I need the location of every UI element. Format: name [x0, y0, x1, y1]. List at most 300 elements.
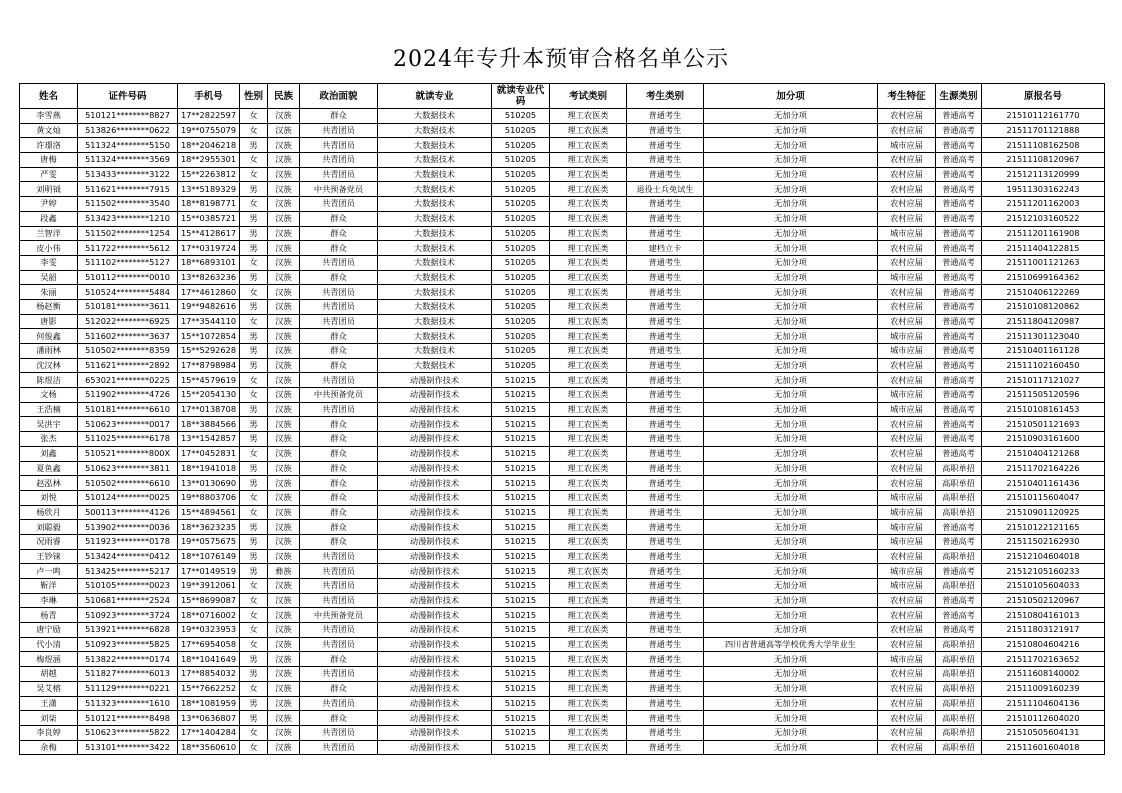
name-cell: 陈煜洁: [20, 373, 78, 388]
bonus-cell: 无加分项: [704, 211, 878, 226]
table-row: [20, 255, 1105, 270]
table-body: [20, 109, 1105, 755]
phone-cell: 17**4612860: [178, 285, 240, 300]
major-cell: 大数据技术: [378, 153, 492, 168]
exam-category-cell: 理工农医类: [550, 476, 627, 491]
name-cell: 梅煜涵: [20, 652, 78, 667]
candidate-type-cell: 普通考生: [627, 109, 704, 124]
phone-cell: 15**4579619: [178, 373, 240, 388]
major-cell: 大数据技术: [378, 167, 492, 182]
phone-cell: 19**3912061: [178, 579, 240, 594]
phone-cell: 13**0636807: [178, 711, 240, 726]
candidate-feature-cell: 农村应届: [878, 593, 936, 608]
major-cell: 大数据技术: [378, 241, 492, 256]
candidate-type-cell: 普通考生: [627, 285, 704, 300]
table-row: [20, 432, 1105, 447]
id-number-cell: 513902********0036: [78, 520, 178, 535]
registration-number-cell: 21512104604018: [982, 549, 1105, 564]
political-status-cell: 中共预备党员: [300, 388, 378, 403]
gender-cell: 男: [240, 182, 268, 197]
candidate-feature-cell: 农村应届: [878, 681, 936, 696]
candidate-feature-cell: 农村应届: [878, 153, 936, 168]
registration-number-cell: 21511201162003: [982, 197, 1105, 212]
source-category-cell: 普通高考: [936, 402, 982, 417]
exam-category-cell: 理工农医类: [550, 652, 627, 667]
bonus-cell: 无加分项: [704, 446, 878, 461]
table-row: [20, 138, 1105, 153]
major-cell: 动漫制作技术: [378, 402, 492, 417]
ethnicity-cell: 汉族: [268, 402, 300, 417]
political-status-cell: 共青团员: [300, 167, 378, 182]
registration-number-cell: 21511301123040: [982, 329, 1105, 344]
phone-cell: 17**0452831: [178, 446, 240, 461]
exam-category-cell: 理工农医类: [550, 388, 627, 403]
candidate-feature-cell: 农村应届: [878, 623, 936, 638]
candidate-feature-cell: 城市应届: [878, 490, 936, 505]
major-cell: 大数据技术: [378, 299, 492, 314]
bonus-cell: 无加分项: [704, 299, 878, 314]
political-status-cell: 群众: [300, 358, 378, 373]
source-category-cell: 高职单招: [936, 652, 982, 667]
id-number-cell: 510521********800X: [78, 446, 178, 461]
gender-cell: 男: [240, 534, 268, 549]
registration-number-cell: 21511009160239: [982, 681, 1105, 696]
major-cell: 动漫制作技术: [378, 623, 492, 638]
major-code-cell: 510205: [492, 299, 550, 314]
phone-cell: 13**0130690: [178, 476, 240, 491]
candidate-type-cell: 退役士兵免试生: [627, 182, 704, 197]
candidate-feature-cell: 农村应届: [878, 432, 936, 447]
bonus-cell: 无加分项: [704, 402, 878, 417]
gender-cell: 男: [240, 299, 268, 314]
candidate-type-cell: 普通考生: [627, 211, 704, 226]
candidate-feature-cell: 农村应届: [878, 197, 936, 212]
bonus-cell: 无加分项: [704, 725, 878, 740]
column-header: 民族: [268, 84, 300, 109]
major-cell: 大数据技术: [378, 344, 492, 359]
bonus-cell: 无加分项: [704, 740, 878, 755]
major-code-cell: 510205: [492, 344, 550, 359]
major-code-cell: 510215: [492, 652, 550, 667]
gender-cell: 女: [240, 255, 268, 270]
gender-cell: 女: [240, 314, 268, 329]
id-number-cell: 510502********8359: [78, 344, 178, 359]
name-cell: 刘明钺: [20, 182, 78, 197]
id-number-cell: 510681********2524: [78, 593, 178, 608]
table-row: [20, 711, 1105, 726]
source-category-cell: 普通高考: [936, 226, 982, 241]
name-cell: 唐梅: [20, 153, 78, 168]
registration-number-cell: 21510401161128: [982, 344, 1105, 359]
table-row: [20, 197, 1105, 212]
source-category-cell: 高职单招: [936, 579, 982, 594]
column-header: 加分项: [704, 84, 878, 109]
major-cell: 动漫制作技术: [378, 373, 492, 388]
gender-cell: 女: [240, 579, 268, 594]
candidate-type-cell: 普通考生: [627, 417, 704, 432]
candidate-type-cell: 普通考生: [627, 681, 704, 696]
gender-cell: 女: [240, 373, 268, 388]
ethnicity-cell: 汉族: [268, 417, 300, 432]
candidate-feature-cell: 城市应届: [878, 402, 936, 417]
ethnicity-cell: 汉族: [268, 167, 300, 182]
candidate-feature-cell: 城市应届: [878, 534, 936, 549]
major-code-cell: 510215: [492, 564, 550, 579]
ethnicity-cell: 汉族: [268, 123, 300, 138]
major-code-cell: 510215: [492, 402, 550, 417]
political-status-cell: 共青团员: [300, 373, 378, 388]
major-code-cell: 510205: [492, 153, 550, 168]
ethnicity-cell: 汉族: [268, 490, 300, 505]
source-category-cell: 普通高考: [936, 446, 982, 461]
table-row: [20, 153, 1105, 168]
column-header: 就读专业代码: [492, 84, 550, 109]
ethnicity-cell: 汉族: [268, 211, 300, 226]
id-number-cell: 510181********6610: [78, 402, 178, 417]
registration-number-cell: 21510699164362: [982, 270, 1105, 285]
id-number-cell: 511102********5127: [78, 255, 178, 270]
source-category-cell: 普通高考: [936, 109, 982, 124]
major-cell: 大数据技术: [378, 138, 492, 153]
major-cell: 动漫制作技术: [378, 725, 492, 740]
registration-number-cell: 19511303162243: [982, 182, 1105, 197]
exam-category-cell: 理工农医类: [550, 711, 627, 726]
table-row: [20, 608, 1105, 623]
candidate-type-cell: 普通考生: [627, 505, 704, 520]
phone-cell: 17**8854032: [178, 667, 240, 682]
table-row: [20, 476, 1105, 491]
major-cell: 动漫制作技术: [378, 740, 492, 755]
bonus-cell: 无加分项: [704, 109, 878, 124]
table-row: [20, 388, 1105, 403]
registration-number-cell: 21512103160522: [982, 211, 1105, 226]
major-code-cell: 510205: [492, 329, 550, 344]
major-cell: 动漫制作技术: [378, 446, 492, 461]
name-cell: 刘柒: [20, 711, 78, 726]
ethnicity-cell: 汉族: [268, 637, 300, 652]
id-number-cell: 510121********8827: [78, 109, 178, 124]
id-number-cell: 510181********3611: [78, 299, 178, 314]
candidate-feature-cell: 农村应届: [878, 711, 936, 726]
candidate-feature-cell: 农村应届: [878, 241, 936, 256]
candidate-type-cell: 普通考生: [627, 388, 704, 403]
candidate-type-cell: 普通考生: [627, 608, 704, 623]
registration-number-cell: 21511502162930: [982, 534, 1105, 549]
registration-number-cell: 21511102160450: [982, 358, 1105, 373]
candidate-type-cell: 普通考生: [627, 637, 704, 652]
phone-cell: 18**1941018: [178, 461, 240, 476]
candidate-type-cell: 普通考生: [627, 402, 704, 417]
phone-cell: 17**0319724: [178, 241, 240, 256]
exam-category-cell: 理工农医类: [550, 725, 627, 740]
gender-cell: 女: [240, 285, 268, 300]
political-status-cell: 共青团员: [300, 593, 378, 608]
id-number-cell: 511324********3569: [78, 153, 178, 168]
gender-cell: 女: [240, 681, 268, 696]
political-status-cell: 群众: [300, 520, 378, 535]
id-number-cell: 513101********3422: [78, 740, 178, 755]
source-category-cell: 高职单招: [936, 461, 982, 476]
political-status-cell: 共青团员: [300, 285, 378, 300]
qualified-list-table: [19, 83, 1105, 755]
table-row: [20, 740, 1105, 755]
column-header: 证件号码: [78, 84, 178, 109]
gender-cell: 男: [240, 138, 268, 153]
table-row: [20, 123, 1105, 138]
candidate-feature-cell: 农村应届: [878, 476, 936, 491]
ethnicity-cell: 汉族: [268, 432, 300, 447]
column-header: 政治面貌: [300, 84, 378, 109]
bonus-cell: 无加分项: [704, 153, 878, 168]
political-status-cell: 共青团员: [300, 123, 378, 138]
id-number-cell: 510124********0025: [78, 490, 178, 505]
major-cell: 大数据技术: [378, 270, 492, 285]
candidate-feature-cell: 农村应届: [878, 461, 936, 476]
table-row: [20, 226, 1105, 241]
phone-cell: 18**1076149: [178, 549, 240, 564]
political-status-cell: 群众: [300, 681, 378, 696]
major-cell: 动漫制作技术: [378, 476, 492, 491]
exam-category-cell: 理工农医类: [550, 505, 627, 520]
gender-cell: 男: [240, 696, 268, 711]
exam-category-cell: 理工农医类: [550, 446, 627, 461]
candidate-type-cell: 普通考生: [627, 344, 704, 359]
ethnicity-cell: 汉族: [268, 138, 300, 153]
name-cell: 朱丽: [20, 285, 78, 300]
candidate-type-cell: 普通考生: [627, 652, 704, 667]
table-row: [20, 182, 1105, 197]
major-cell: 大数据技术: [378, 226, 492, 241]
gender-cell: 女: [240, 446, 268, 461]
id-number-cell: 513921********6828: [78, 623, 178, 638]
major-cell: 动漫制作技术: [378, 417, 492, 432]
table-row: [20, 344, 1105, 359]
major-code-cell: 510205: [492, 167, 550, 182]
candidate-feature-cell: 城市应届: [878, 520, 936, 535]
major-cell: 动漫制作技术: [378, 388, 492, 403]
column-header: 考生特征: [878, 84, 936, 109]
political-status-cell: 共青团员: [300, 623, 378, 638]
bonus-cell: 无加分项: [704, 667, 878, 682]
major-cell: 动漫制作技术: [378, 696, 492, 711]
candidate-type-cell: 普通考生: [627, 740, 704, 755]
exam-category-cell: 理工农医类: [550, 579, 627, 594]
column-header: 性别: [240, 84, 268, 109]
phone-cell: 18**0716002: [178, 608, 240, 623]
source-category-cell: 普通高考: [936, 285, 982, 300]
exam-category-cell: 理工农医类: [550, 344, 627, 359]
column-header: 考生类别: [627, 84, 704, 109]
registration-number-cell: 21510505604131: [982, 725, 1105, 740]
source-category-cell: 普通高考: [936, 520, 982, 535]
ethnicity-cell: 汉族: [268, 461, 300, 476]
exam-category-cell: 理工农医类: [550, 182, 627, 197]
phone-cell: 13**1542857: [178, 432, 240, 447]
major-cell: 动漫制作技术: [378, 490, 492, 505]
phone-cell: 19**0755079: [178, 123, 240, 138]
political-status-cell: 共青团员: [300, 740, 378, 755]
id-number-cell: 510121********8498: [78, 711, 178, 726]
political-status-cell: 群众: [300, 432, 378, 447]
bonus-cell: 无加分项: [704, 417, 878, 432]
candidate-type-cell: 普通考生: [627, 255, 704, 270]
name-cell: 余梅: [20, 740, 78, 755]
phone-cell: 15**0385721: [178, 211, 240, 226]
candidate-feature-cell: 城市应届: [878, 579, 936, 594]
name-cell: 况雨睿: [20, 534, 78, 549]
phone-cell: 18**2955301: [178, 153, 240, 168]
name-cell: 严雯: [20, 167, 78, 182]
bonus-cell: 无加分项: [704, 388, 878, 403]
bonus-cell: 无加分项: [704, 123, 878, 138]
candidate-feature-cell: 城市应届: [878, 388, 936, 403]
political-status-cell: 共青团员: [300, 314, 378, 329]
registration-number-cell: 21510901120925: [982, 505, 1105, 520]
candidate-feature-cell: 农村应届: [878, 696, 936, 711]
political-status-cell: 共青团员: [300, 138, 378, 153]
registration-number-cell: 21511601604018: [982, 740, 1105, 755]
candidate-type-cell: 普通考生: [627, 667, 704, 682]
registration-number-cell: 21510404121268: [982, 446, 1105, 461]
exam-category-cell: 理工农医类: [550, 329, 627, 344]
political-status-cell: 群众: [300, 711, 378, 726]
bonus-cell: 无加分项: [704, 564, 878, 579]
name-cell: 赵泓林: [20, 476, 78, 491]
phone-cell: 17**2822597: [178, 109, 240, 124]
name-cell: 潘雨林: [20, 344, 78, 359]
exam-category-cell: 理工农医类: [550, 109, 627, 124]
gender-cell: 男: [240, 476, 268, 491]
candidate-type-cell: 普通考生: [627, 711, 704, 726]
id-number-cell: 511621********7915: [78, 182, 178, 197]
source-category-cell: 普通高考: [936, 167, 982, 182]
gender-cell: 女: [240, 490, 268, 505]
table-row: [20, 725, 1105, 740]
ethnicity-cell: 汉族: [268, 579, 300, 594]
phone-cell: 18**6893101: [178, 255, 240, 270]
source-category-cell: 普通高考: [936, 241, 982, 256]
name-cell: 吴韶: [20, 270, 78, 285]
id-number-cell: 510623********5822: [78, 725, 178, 740]
candidate-type-cell: 普通考生: [627, 461, 704, 476]
name-cell: 李良婷: [20, 725, 78, 740]
table-row: [20, 681, 1105, 696]
ethnicity-cell: 汉族: [268, 740, 300, 755]
candidate-feature-cell: 农村应届: [878, 211, 936, 226]
ethnicity-cell: 汉族: [268, 270, 300, 285]
candidate-type-cell: 普通考生: [627, 564, 704, 579]
bonus-cell: 无加分项: [704, 373, 878, 388]
gender-cell: 男: [240, 211, 268, 226]
phone-cell: 15**1072854: [178, 329, 240, 344]
table-row: [20, 505, 1105, 520]
table-row: [20, 270, 1105, 285]
gender-cell: 女: [240, 197, 268, 212]
political-status-cell: 群众: [300, 270, 378, 285]
gender-cell: 女: [240, 153, 268, 168]
phone-cell: 13**5189329: [178, 182, 240, 197]
major-code-cell: 510205: [492, 123, 550, 138]
phone-cell: 15**5292628: [178, 344, 240, 359]
bonus-cell: 无加分项: [704, 432, 878, 447]
bonus-cell: 无加分项: [704, 534, 878, 549]
bonus-cell: 无加分项: [704, 329, 878, 344]
candidate-type-cell: 普通考生: [627, 579, 704, 594]
political-status-cell: 共青团员: [300, 579, 378, 594]
table-row: [20, 329, 1105, 344]
political-status-cell: 群众: [300, 652, 378, 667]
bonus-cell: 无加分项: [704, 344, 878, 359]
ethnicity-cell: 彝族: [268, 564, 300, 579]
candidate-type-cell: 普通考生: [627, 490, 704, 505]
source-category-cell: 普通高考: [936, 299, 982, 314]
name-cell: 唐影: [20, 314, 78, 329]
major-code-cell: 510205: [492, 211, 550, 226]
bonus-cell: 无加分项: [704, 167, 878, 182]
candidate-feature-cell: 农村应届: [878, 285, 936, 300]
ethnicity-cell: 汉族: [268, 153, 300, 168]
exam-category-cell: 理工农医类: [550, 534, 627, 549]
major-code-cell: 510215: [492, 417, 550, 432]
name-cell: 皮小伟: [20, 241, 78, 256]
bonus-cell: 无加分项: [704, 476, 878, 491]
table-row: [20, 549, 1105, 564]
bonus-cell: 无加分项: [704, 270, 878, 285]
candidate-feature-cell: 农村应届: [878, 637, 936, 652]
source-category-cell: 普通高考: [936, 623, 982, 638]
bonus-cell: 无加分项: [704, 255, 878, 270]
political-status-cell: 群众: [300, 505, 378, 520]
gender-cell: 男: [240, 652, 268, 667]
gender-cell: 女: [240, 123, 268, 138]
ethnicity-cell: 汉族: [268, 182, 300, 197]
exam-category-cell: 理工农医类: [550, 402, 627, 417]
name-cell: 张杰: [20, 432, 78, 447]
political-status-cell: 群众: [300, 211, 378, 226]
ethnicity-cell: 汉族: [268, 388, 300, 403]
name-cell: 李雪燕: [20, 109, 78, 124]
candidate-type-cell: 普通考生: [627, 696, 704, 711]
id-number-cell: 512022********6925: [78, 314, 178, 329]
major-cell: 大数据技术: [378, 285, 492, 300]
exam-category-cell: 理工农医类: [550, 373, 627, 388]
table-row: [20, 285, 1105, 300]
registration-number-cell: 21511104604136: [982, 696, 1105, 711]
exam-category-cell: 理工农医类: [550, 490, 627, 505]
ethnicity-cell: 汉族: [268, 314, 300, 329]
id-number-cell: 511827********6013: [78, 667, 178, 682]
registration-number-cell: 21510804604216: [982, 637, 1105, 652]
table-row: [20, 402, 1105, 417]
id-number-cell: 510112********0010: [78, 270, 178, 285]
name-cell: 李琳: [20, 593, 78, 608]
name-cell: 刘鑫: [20, 446, 78, 461]
political-status-cell: 共青团员: [300, 549, 378, 564]
exam-category-cell: 理工农医类: [550, 123, 627, 138]
name-cell: 文杨: [20, 388, 78, 403]
bonus-cell: 无加分项: [704, 623, 878, 638]
phone-cell: 17**3544110: [178, 314, 240, 329]
phone-cell: 19**9482616: [178, 299, 240, 314]
phone-cell: 18**3623235: [178, 520, 240, 535]
political-status-cell: 共青团员: [300, 197, 378, 212]
candidate-feature-cell: 城市应届: [878, 138, 936, 153]
source-category-cell: 高职单招: [936, 711, 982, 726]
table-row: [20, 564, 1105, 579]
ethnicity-cell: 汉族: [268, 299, 300, 314]
id-number-cell: 510923********5825: [78, 637, 178, 652]
registration-number-cell: 21510501121693: [982, 417, 1105, 432]
